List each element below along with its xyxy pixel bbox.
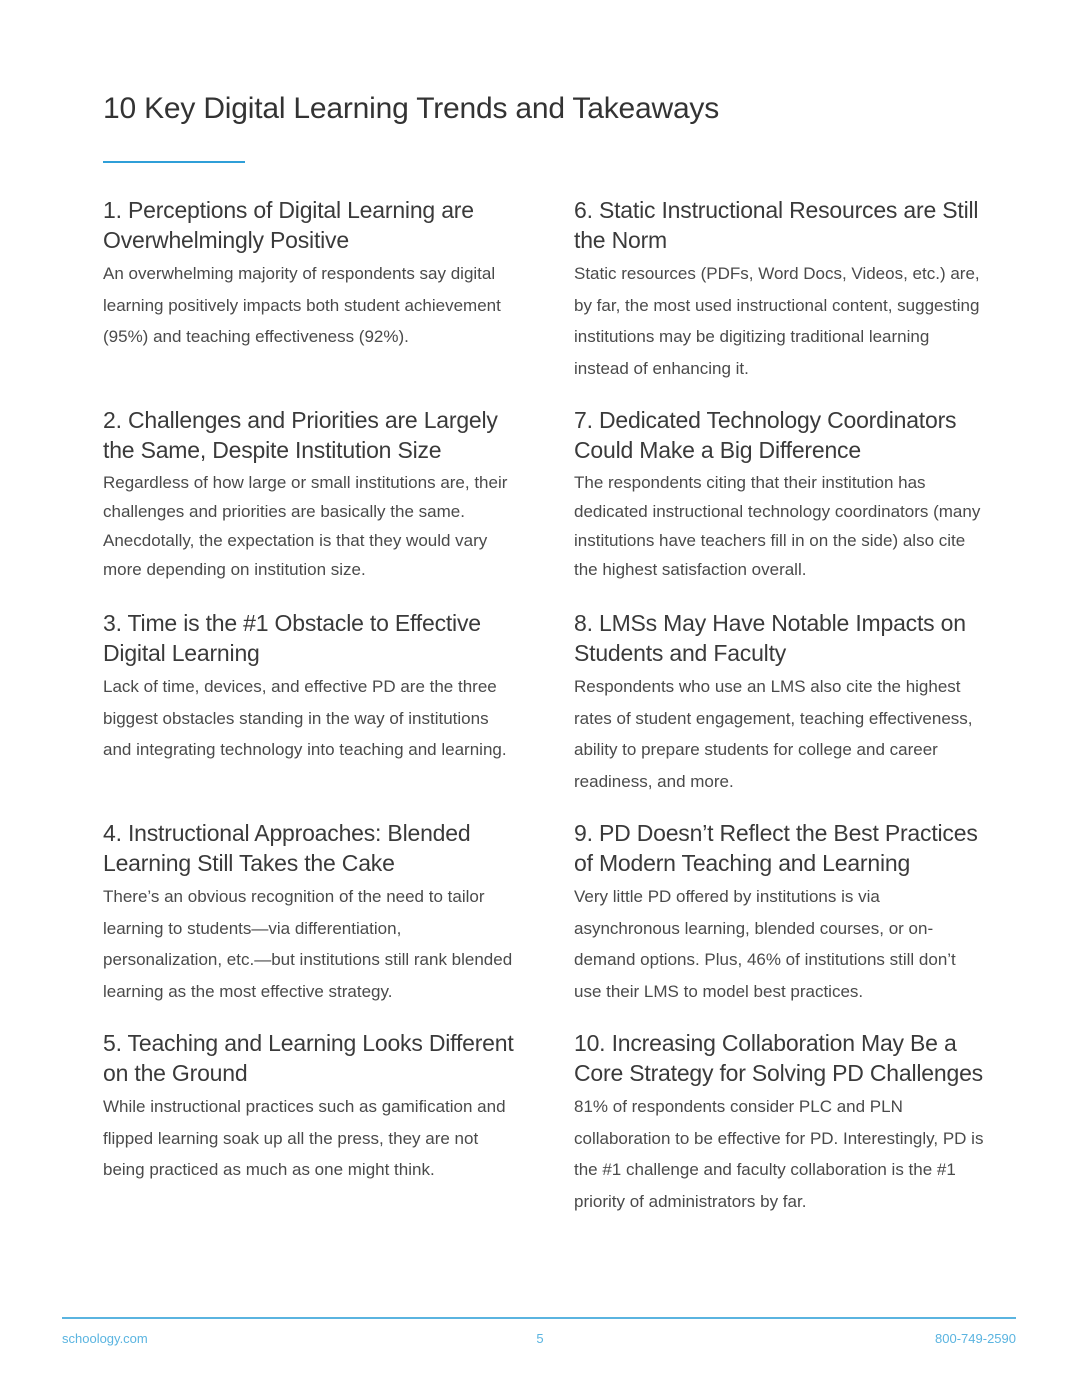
takeaway-body: Respondents who use an LMS also cite the highest rates of student engagement, teaching effectiveness, ability to prepare students for college and career readiness, and more. — [574, 677, 973, 791]
takeaway-heading: 6. Static Instructional Resources are Still the Norm — [574, 197, 979, 253]
takeaway-body: An overwhelming majority of respondents say digital learning positively impacts both student achievement (95%) and teaching effectiveness (92%). — [103, 264, 501, 346]
takeaway-body: There’s an obvious recognition of the need to tailor learning to students—via differentiation, personalization, etc.—but institutions still rank blended learning as the most effective strategy. — [103, 887, 513, 1001]
takeaway-body: 81% of respondents consider PLC and PLN collaboration to be effective for PD. Interestingly, PD is the #1 challenge and faculty collaboration is the #1 priority of administrators by far. — [574, 1097, 984, 1211]
footer-divider — [62, 1317, 1016, 1319]
takeaway-heading: 10. Increasing Collaboration May Be a Core Strategy for Solving PD Challenges — [574, 1030, 983, 1086]
takeaway-body: Very little PD offered by institutions is via asynchronous learning, blended courses, or on-demand options. Plus, 46% of institutions still don’t use their LMS to model best practices. — [574, 887, 956, 1001]
right-column — [574, 195, 986, 1217]
takeaway-2 — [103, 405, 515, 608]
footer-website-link[interactable]: schoology.com — [62, 1331, 148, 1346]
takeaway-7 — [574, 405, 986, 608]
takeaway-4 — [103, 818, 515, 1028]
takeaway-9 — [574, 818, 986, 1028]
takeaway-heading: 8. LMSs May Have Notable Impacts on Students and Faculty — [574, 610, 966, 666]
page-title: 10 Key Digital Learning Trends and Takeaways — [103, 92, 720, 125]
takeaway-1 — [103, 195, 515, 405]
takeaway-6 — [574, 195, 986, 405]
takeaway-body: While instructional practices such as gamification and flipped learning soak up all the press, they are not being practiced as much as one might think. — [103, 1097, 506, 1179]
takeaway-heading: 7. Dedicated Technology Coordinators Could Make a Big Difference — [574, 407, 957, 463]
takeaway-5 — [103, 1028, 515, 1186]
title-underline — [103, 161, 245, 163]
takeaway-body: Lack of time, devices, and effective PD are the three biggest obstacles standing in the way of institutions and integrating technology into teaching and learning. — [103, 677, 507, 759]
takeaway-body: Static resources (PDFs, Word Docs, Videos, etc.) are, by far, the most used instructional content, suggesting institutions may be digitizing traditional learning instead of enhancing it. — [574, 264, 980, 378]
takeaway-heading: 2. Challenges and Priorities are Largely the Same, Despite Institution Size — [103, 407, 498, 463]
takeaway-body: Regardless of how large or small institutions are, their challenges and priorities are basically the same. Anecdotally, the expectation is that they would vary more depending on institution size. — [103, 473, 508, 579]
takeaway-10 — [574, 1028, 986, 1217]
page-number: 5 — [536, 1331, 544, 1346]
takeaway-heading: 4. Instructional Approaches: Blended Learning Still Takes the Cake — [103, 820, 471, 876]
takeaway-body: The respondents citing that their institution has dedicated instructional technology coordinators (many institutions have teachers fill in on the side) also cite the highest satisfaction overall. — [574, 473, 981, 579]
left-column — [103, 195, 515, 1186]
takeaway-heading: 3. Time is the #1 Obstacle to Effective Digital Learning — [103, 610, 481, 666]
footer-phone: 800-749-2590 — [935, 1331, 1016, 1346]
takeaway-3 — [103, 608, 515, 818]
takeaway-heading: 1. Perceptions of Digital Learning are Overwhelmingly Positive — [103, 197, 474, 253]
takeaway-heading: 9. PD Doesn’t Reflect the Best Practices of Modern Teaching and Learning — [574, 820, 978, 876]
takeaway-8 — [574, 608, 986, 818]
takeaway-heading: 5. Teaching and Learning Looks Different on the Ground — [103, 1030, 514, 1086]
